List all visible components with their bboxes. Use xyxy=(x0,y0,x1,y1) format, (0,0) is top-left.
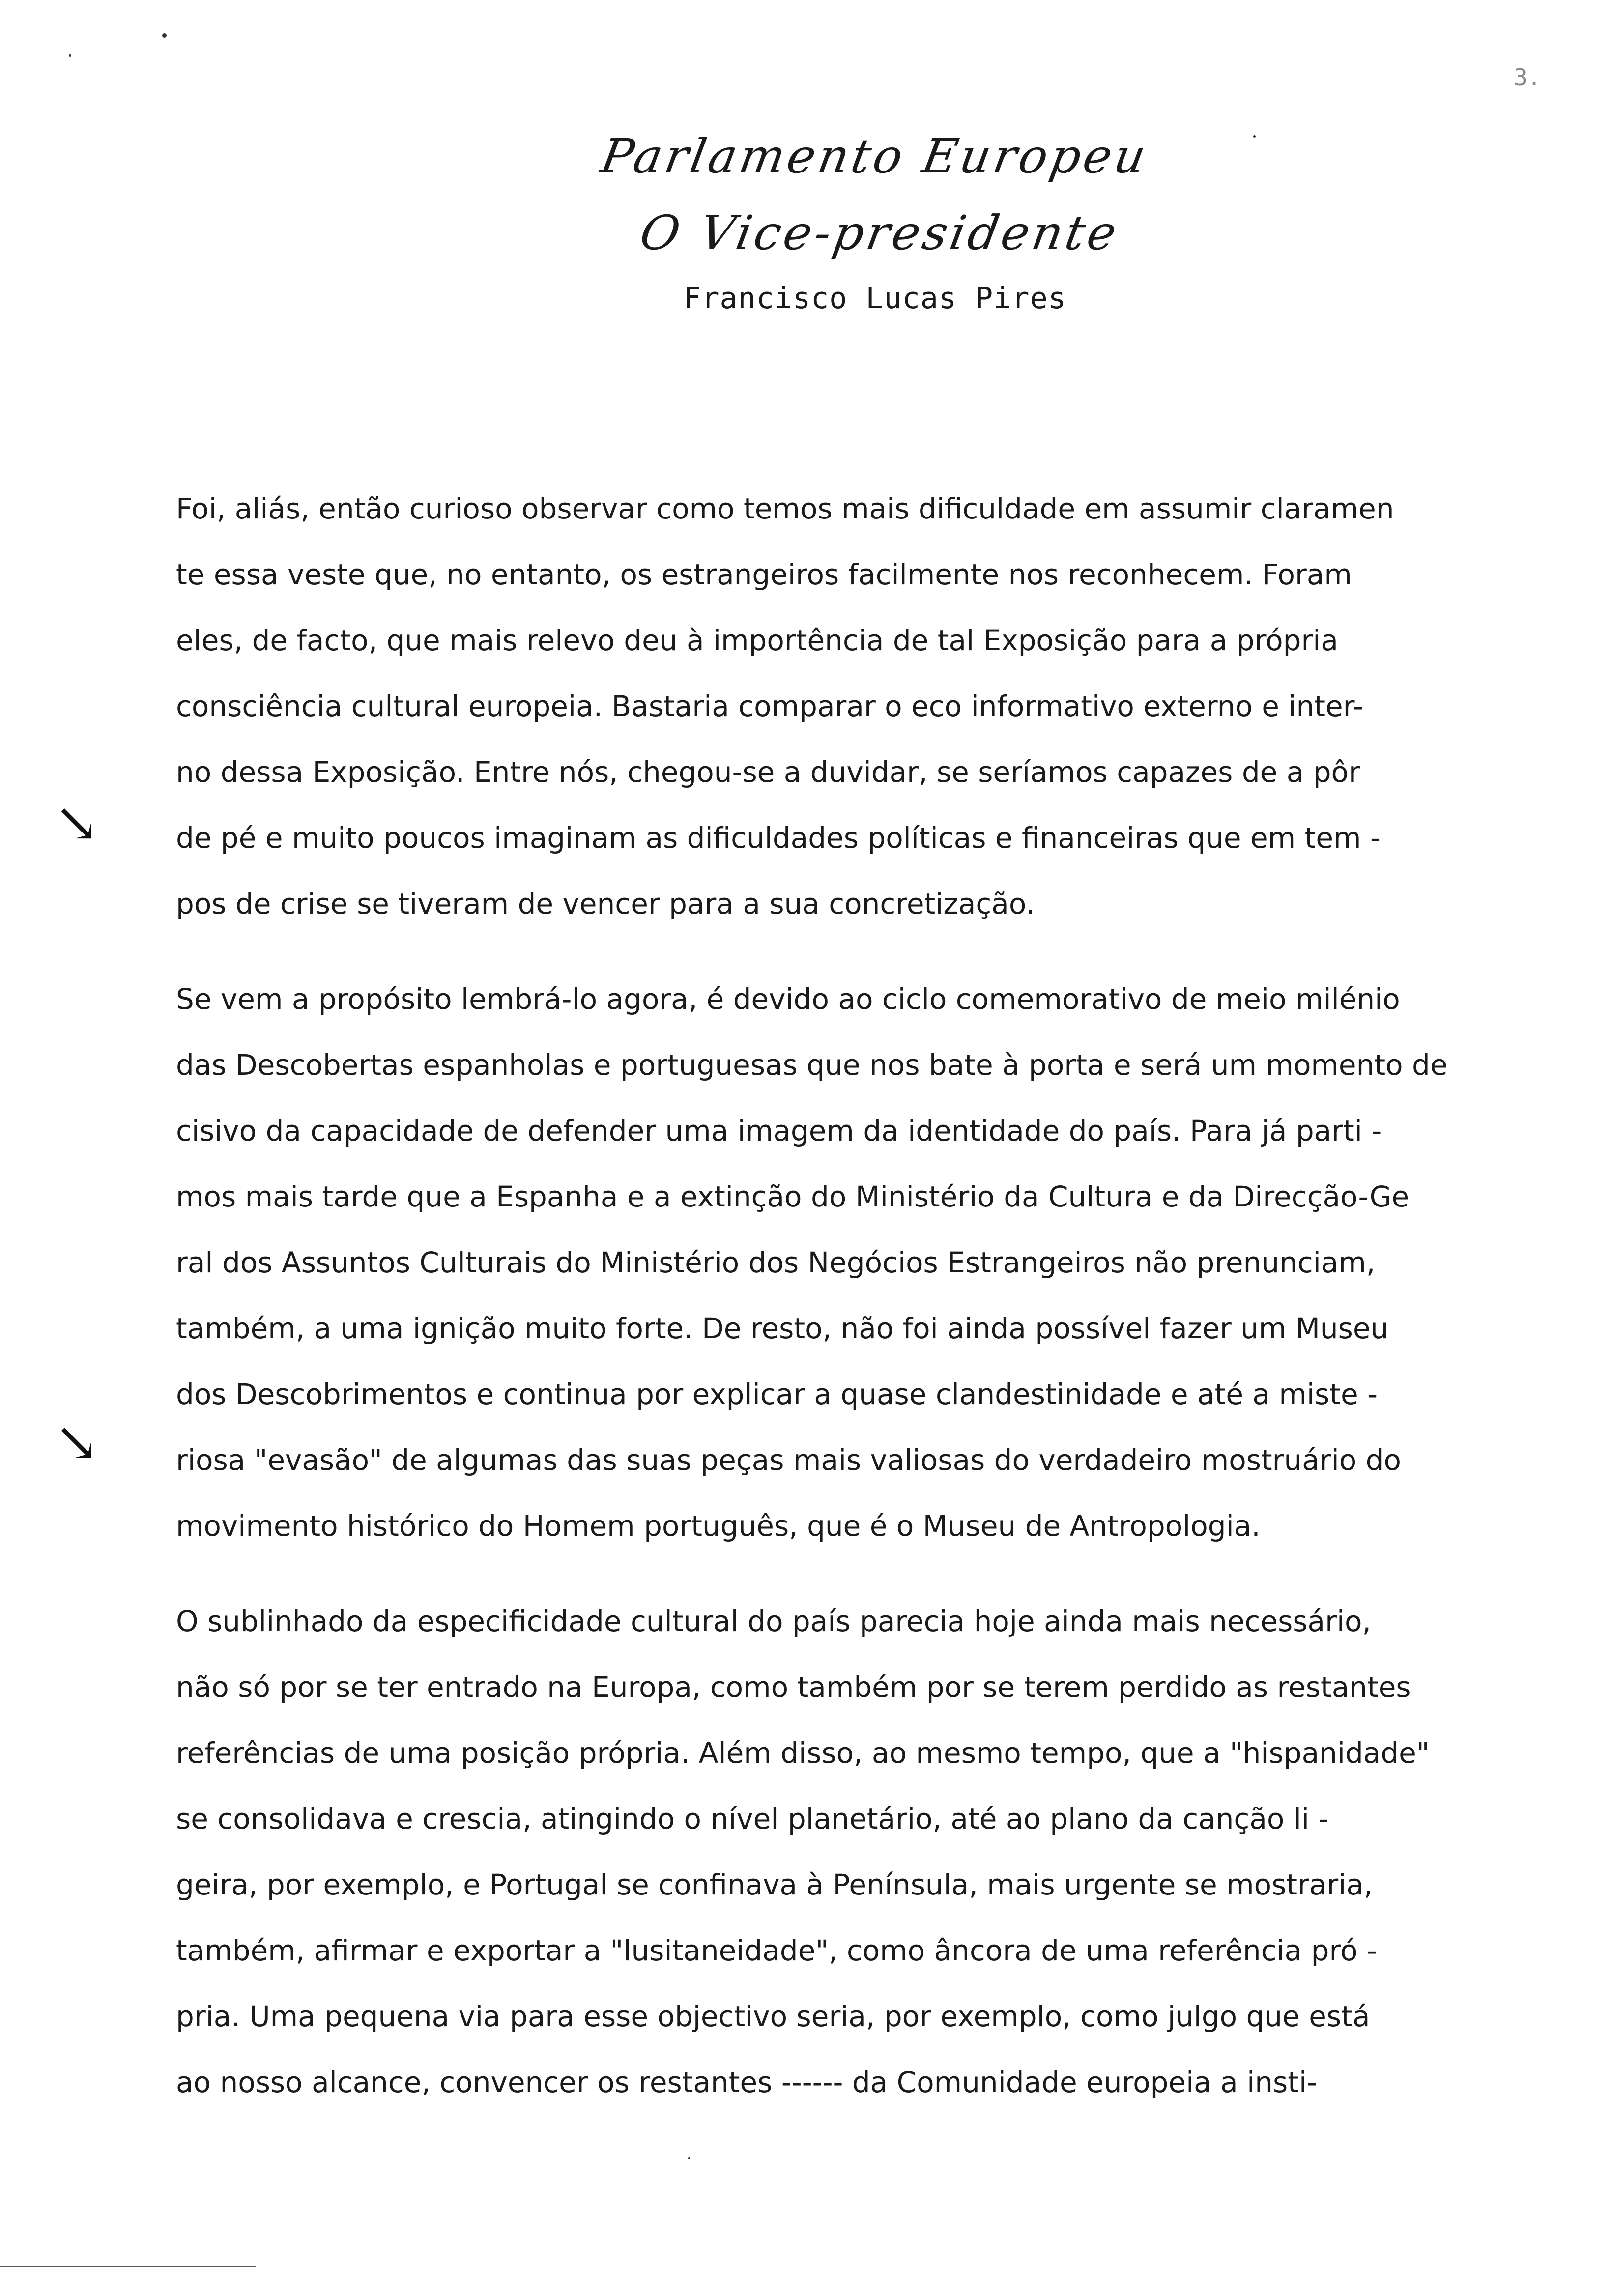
scan-speck xyxy=(69,54,71,57)
letterhead-institution: Parlamento Europeu xyxy=(597,129,1153,184)
text-line: dos Descobrimentos e continua por explicar a quase clandestinidade e até a miste - xyxy=(176,1378,1378,1411)
text-line: eles, de facto, que mais relevo deu à importência de tal Exposição para a própria xyxy=(176,624,1338,657)
scan-speck xyxy=(162,33,167,38)
text-line: te essa veste que, no entanto, os estrangeiros facilmente nos reconhecem. Foram xyxy=(176,558,1352,591)
text-line: Foi, aliás, então curioso observar como temos mais dificuldade em assumir claramen xyxy=(176,492,1394,525)
text-line: pria. Uma pequena via para esse objectivo seria, por exemplo, como julgo que está xyxy=(176,2000,1370,2033)
letterhead-name: Francisco Lucas Pires xyxy=(683,281,1066,316)
bottom-rule xyxy=(0,2266,256,2267)
margin-mark: ↘ xyxy=(54,1410,100,1473)
text-line: mos mais tarde que a Espanha e a extinção do Ministério da Cultura e da Direcção-Ge xyxy=(176,1180,1410,1213)
text-line: cisivo da capacidade de defender uma imagem da identidade do país. Para já parti - xyxy=(176,1114,1382,1148)
text-line: riosa "evasão" de algumas das suas peças mais valiosas do verdadeiro mostruário do xyxy=(176,1443,1401,1477)
letter-body xyxy=(176,476,1532,2145)
text-line: ral dos Assuntos Culturais do Ministério dos Negócios Estrangeiros não prenunciam, xyxy=(176,1246,1376,1279)
text-line: geira, por exemplo, e Portugal se confinava à Península, mais urgente se mostraria, xyxy=(176,1868,1373,1901)
page-number: 3. xyxy=(1514,64,1541,90)
scan-speck xyxy=(688,2157,690,2159)
paragraph xyxy=(176,1588,1532,2115)
text-line: ao nosso alcance, convencer os restantes ------ da Comunidade europeia a insti- xyxy=(176,2066,1318,2099)
text-line: consciência cultural europeia. Bastaria comparar o eco informativo externo e inter- xyxy=(176,689,1363,723)
text-line: não só por se ter entrado na Europa, como também por se terem perdido as restantes xyxy=(176,1670,1411,1704)
paragraph xyxy=(176,476,1532,937)
text-line: referências de uma posição própria. Além disso, ao mesmo tempo, que a "hispanidade" xyxy=(176,1736,1430,1770)
letterhead xyxy=(0,129,1612,316)
text-line: Se vem a propósito lembrá-lo agora, é devido ao ciclo comemorativo de meio milénio xyxy=(176,982,1400,1016)
text-line: das Descobertas espanholas e portuguesas que nos bate à porta e será um momento de xyxy=(176,1048,1448,1082)
text-line: O sublinhado da especificidade cultural do país parecia hoje ainda mais necessário, xyxy=(176,1605,1371,1638)
text-line: movimento histórico do Homem português, que é o Museu de Antropologia. xyxy=(176,1509,1261,1543)
paragraph xyxy=(176,966,1532,1559)
margin-mark: ↘ xyxy=(54,791,100,854)
text-line: de pé e muito poucos imaginam as dificuldades políticas e financeiras que em tem - xyxy=(176,821,1381,855)
text-line: no dessa Exposição. Entre nós, chegou-se a duvidar, se seríamos capazes de a pôr xyxy=(176,755,1360,789)
letterhead-role: O Vice-presidente xyxy=(636,205,1123,260)
text-line: também, afirmar e exportar a "lusitaneidade", como âncora de uma referência pró - xyxy=(176,1934,1377,1967)
text-line: pos de crise se tiveram de vencer para a sua concretização. xyxy=(176,887,1035,920)
text-line: se consolidava e crescia, atingindo o nível planetário, até ao plano da canção li - xyxy=(176,1802,1329,1836)
text-line: também, a uma ignição muito forte. De resto, não foi ainda possível fazer um Museu xyxy=(176,1312,1389,1345)
